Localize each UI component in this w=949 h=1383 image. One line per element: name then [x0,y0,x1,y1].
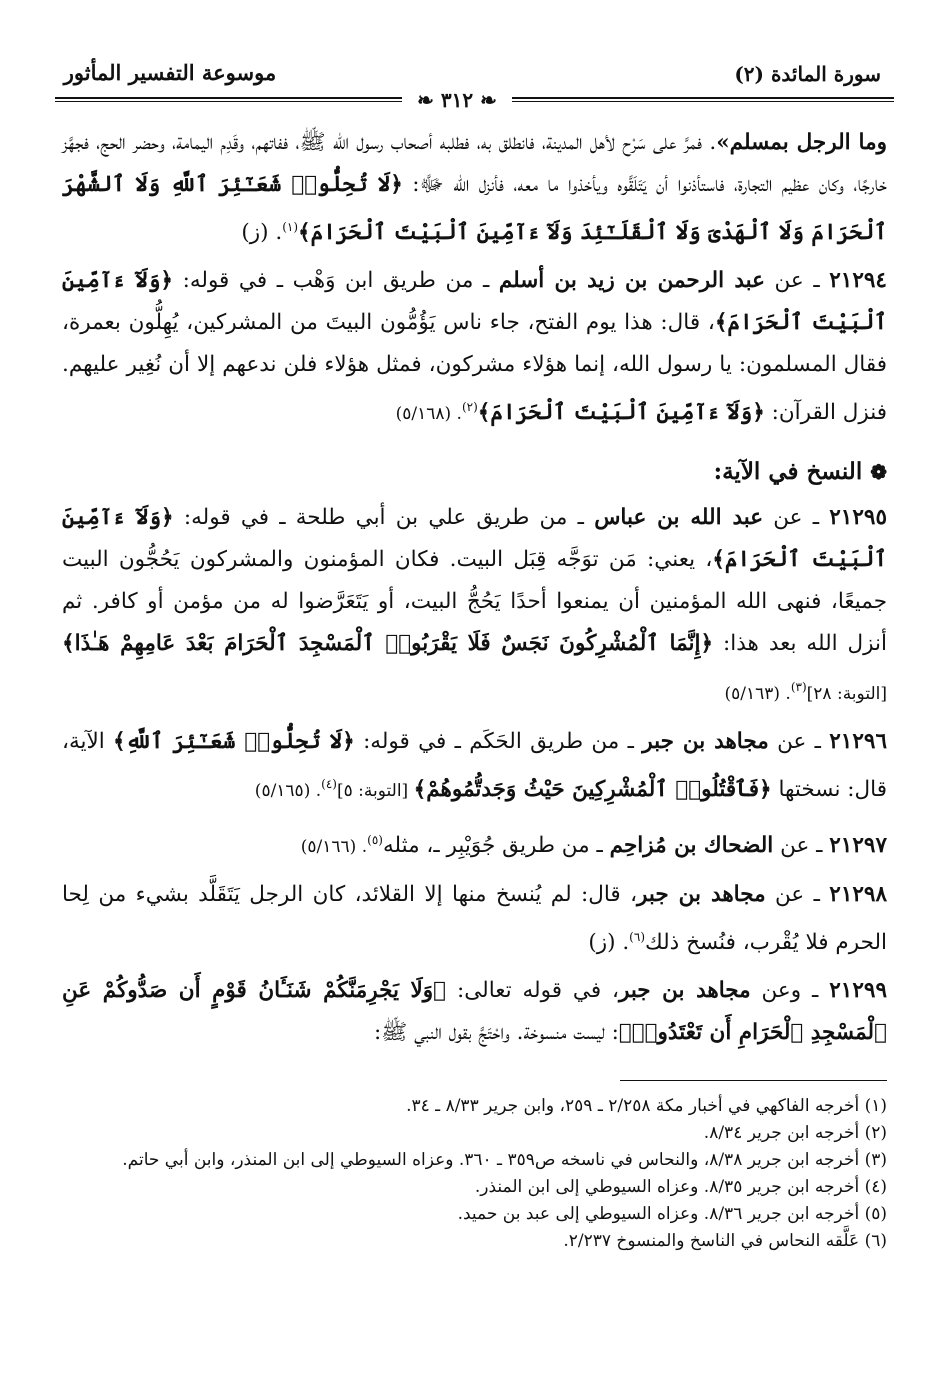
footnote-ref: (٢) [461,400,478,415]
footnote-separator [620,1080,887,1081]
quran-quote: ﴿فَٱقْتُلُوا۟ ٱلْمُشْرِكِينَ حَيْثُ وَجَدتُّمُوهُمْ﴾ [413,777,772,803]
quran-quote: ﴿وَلَآ ءَآمِّينَ ٱلْبَيْتَ ٱلْحَرَامَ﴾ [62,505,887,573]
narration-21297: ٢١٢٩٧ ـ عن الضحاك بن مُزاحِم ـ من طريق جُوَيْبِر ـ، مثله$^{(٥)}$. (٥/١٦٦) [300,832,887,858]
quran-quote: ﴿لَا تُحِلُّوا۟ شَعَـٰٓئِرَ ٱللَّهِ وَلَا ٱلشَّهْرَ ٱلْحَرَامَ وَلَا ٱلْهَدْىَ وَلَا ٱلْقَلَـٰٓئِدَ وَلَآ ءَآمِّينَ ٱلْبَيْتَ ٱلْحَرَامَ﴾ [62,172,887,246]
footnote-4: (٤) أخرجه ابن جرير ٨/٣٥. وعزاه السيوطي إلى ابن المنذر. [474,1177,887,1197]
footnote-2: (٢) أخرجه ابن جرير ٨/٣٤. [703,1123,887,1143]
volume-ref: . (٥/١٦٥) [254,781,322,802]
volume-ref: . (٥/١٦٣) [724,684,791,705]
running-header-book-title: موسوعة التفسير المأثور [63,60,277,85]
volume-ref: . (٥/١٦٨) [395,404,462,425]
footnote-1: (١) أخرجه الفاكهي في أخبار مكة ٢/٢٥٨ ـ ٢٥٩، وابن جرير ٨/٣٣ ـ ٣٤. [406,1096,887,1116]
footnote-3: (٣) أخرجه ابن جرير ٨/٣٨، والنحاس في ناسخه ص٣٥٩ ـ ٣٦٠. وعزاه السيوطي إلى ابن المنذر، وابن أبي حاتم. [122,1150,887,1170]
footnotes [62,1093,887,1255]
narration-21294: ٢١٢٩٤ ـ عن عبد الرحمن بن زيد بن أسلم ـ من طريق ابن وَهْب ـ في قوله: ﴿وَلَآ ءَآمِّينَ ٱلْبَيْتَ ٱلْحَرَامَ﴾، قال: هذا يوم الفتح، جاء ناس يَؤُمُّون البيتَ من المشركين، يُهِلُّون بعمرة، فقال المسلمون: يا رسول الله، إنما هؤلاء مشركون، فمثل هؤلاء فلن ندعهم إلا أن نُغِير عليهم. فنزل القرآن: ﴿وَلَآ ءَآمِّينَ ٱلْبَيْتَ ٱلْحَرَامَ﴾$^{(٢)}$. (٥/١٦٨) [62,268,887,426]
narration-21298: ٢١٢٩٨ ـ عن مجاهد بن جبر، قال: لم يُنسخ منها إلا القلائد، كان الرجل يَتَقَلَّد بشيء من لِحا الحرم فلا يُقْرب، فنُسخ ذلك$^{(٦)}$. (ز) [62,881,888,955]
footnote-6: (٦) عَلَّقه النحاس في الناسخ والمنسوخ ٢/٢٣٧. [563,1231,887,1251]
quran-quote: ﴿وَلَا يَجْرِمَنَّكُمْ شَنَـَٔانُ قَوْمٍ أَن صَدُّوكُمْ عَنِ ٱلْمَسْجِدِ ٱلْحَرَامِ أَن تَعْتَدُوا۟﴾ [62,977,887,1045]
footnote-ref: (٥) [367,832,383,847]
quran-quote: ﴿وَلَآ ءَآمِّينَ ٱلْبَيْتَ ٱلْحَرَامَ﴾ [477,400,765,426]
section-heading: ❁ النسخ في الآية: [713,458,887,486]
quran-quote: ﴿لَا تُحِلُّوا۟ شَعَـٰٓئِرَ ٱللَّهِ﴾ [113,729,355,755]
footnote-ref: (١) [282,220,299,234]
footnote-ref: (٣) [790,680,807,695]
paragraph-continued: وما الرجل بمسلم». فمرَّ على سَرْح لأهل المدينة، فانطلق به، فطلبه أصحاب رسول الله ﷺ، ففاتهم، وقَدِم اليمامة، وحضر الحج، فجهَّز خارجًا، وكان عظيم التجارة، فاستأذنوا أن يَتَلَقَّوه ويأخذوا ما معه، فأنزل الله ﷻ: ﴿لَا تُحِلُّوا۟ شَعَـٰٓئِرَ ٱللَّهِ وَلَا ٱلشَّهْرَ ٱلْحَرَامَ وَلَا ٱلْهَدْىَ وَلَا ٱلْقَلَـٰٓئِدَ وَلَآ ءَآمِّينَ ٱلْبَيْتَ ٱلْحَرَامَ﴾$^{(١)}$. (ز) [62,130,888,246]
running-header-surah: سورة المائدة (٢) [734,62,881,86]
narration-21296: ٢١٢٩٦ ـ عن مجاهد بن جبر ـ من طريق الحَكَم ـ في قوله: ﴿لَا تُحِلُّوا۟ شَعَـٰٓئِرَ ٱللَّهِ﴾ الآية، قال: نسختها ﴿فَٱقْتُلُوا۟ ٱلْمُشْرِكِينَ حَيْثُ وَجَدتُّمُوهُمْ﴾ [التوبة: ٥]$^{(٤)}$. (٥/١٦٥) [62,729,887,803]
quran-quote: ﴿إِنَّمَا ٱلْمُشْرِكُونَ نَجَسٌ فَلَا يَقْرَبُوا۟ ٱلْمَسْجِدَ ٱلْحَرَامَ بَعْدَ عَامِهِمْ هَـٰذَا﴾ [62,631,714,657]
footnote-5: (٥) أخرجه ابن جرير ٨/٣٦. وعزاه السيوطي إلى عبد بن حميد. [457,1204,887,1224]
volume-ref: . (٥/١٦٦) [300,836,368,857]
narration-21295: ٢١٢٩٥ ـ عن عبد الله بن عباس ـ من طريق علي بن أبي طلحة ـ في قوله: ﴿وَلَآ ءَآمِّينَ ٱلْبَيْتَ ٱلْحَرَامَ﴾، يعني: مَن توَجَّه قِبَل البيت. فكان المؤمنون والمشركون يَحُجُّون البيت جميعًا، فنهى الله المؤمنين أن يمنعوا أحدًا يَحُجُّ البيت، أو يَتَعَرَّضوا له من مؤمن أو كافر. ثم أنزل الله بعد هذا: ﴿إِنَّمَا ٱلْمُشْرِكُونَ نَجَسٌ فَلَا يَقْرَبُوا۟ ٱلْمَسْجِدَ ٱلْحَرَامَ بَعْدَ عَامِهِمْ هَـٰذَا﴾ [التوبة: ٢٨]$^{(٣)}$. (٥/١٦٣) [62,505,887,705]
narration-21299: ٢١٢٩٩ ـ وعن مجاهد بن جبر، في قوله تعالى: ﴿وَلَا يَجْرِمَنَّكُمْ شَنَـَٔانُ قَوْمٍ أَن صَدُّوكُمْ عَنِ ٱلْمَسْجِدِ ٱلْحَرَامِ أَن تَعْتَدُوا۟﴾: ليست منسوخة. واحْتَجَّ بقول النبي ﷺ: [62,977,887,1045]
page-number: ❧ ٣١٢ ❧ [402,88,512,112]
footnote-ref: (٦) [629,929,645,944]
quran-quote: ﴿وَلَآ ءَآمِّينَ ٱلْبَيْتَ ٱلْحَرَامَ﴾ [62,268,887,336]
main-text [62,122,887,1054]
footnote-ref: (٤) [321,777,337,792]
flower-icon: ❁ [870,460,887,485]
